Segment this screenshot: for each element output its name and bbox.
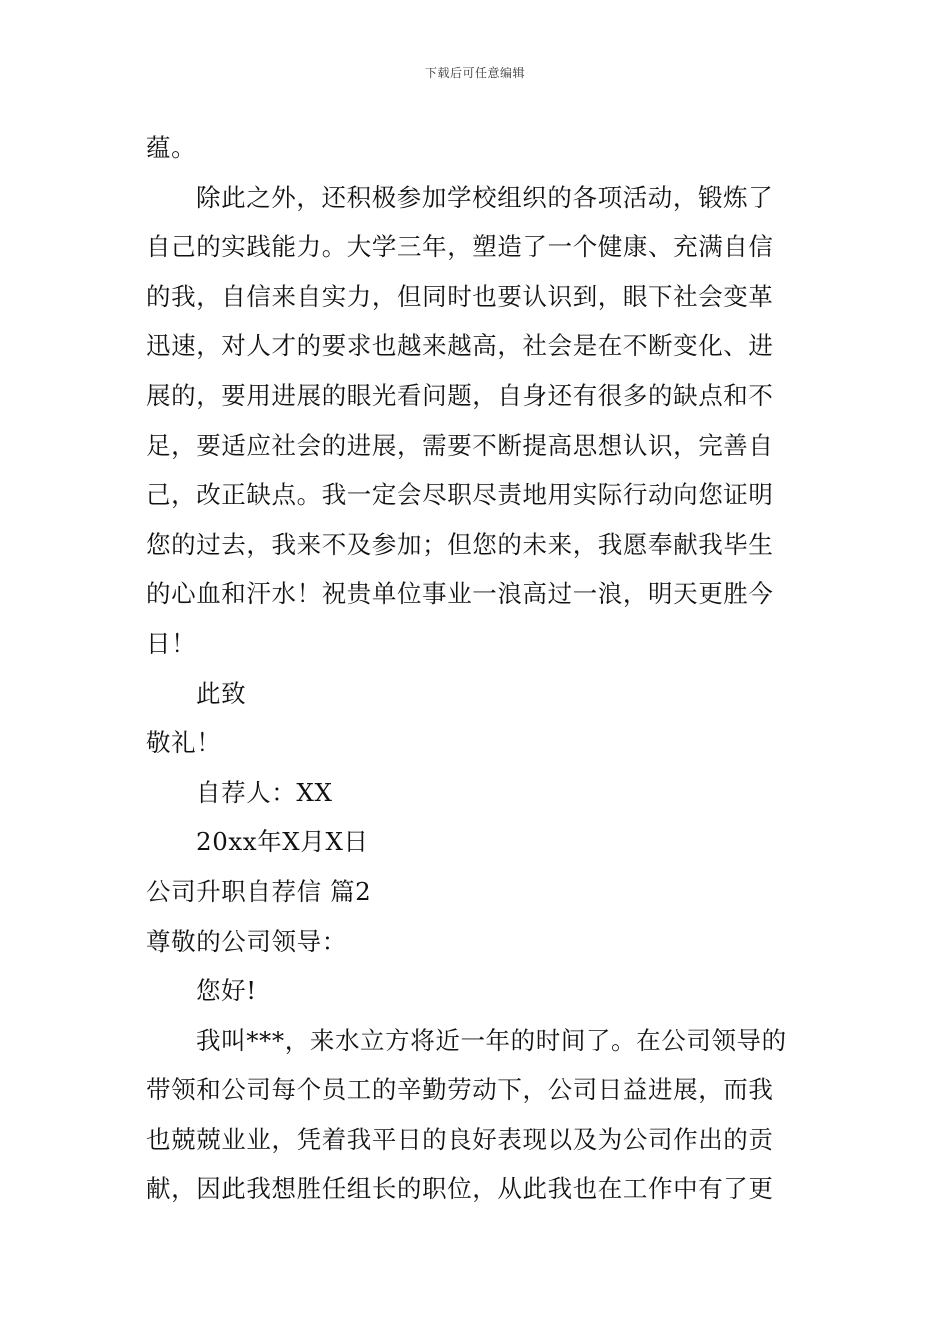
closing-regards: 敬礼！ [146,728,222,758]
greeting-recipient: 尊敬的公司领导： [146,926,347,956]
text-line: 展的，要用进展的眼光看问题，自身还有很多的缺点和不 [146,380,774,410]
text-line: 献，因此我想胜任组长的职位，从此我也在工作中有了更 [146,1174,774,1204]
date-line: 20xx年X月X日 [196,827,369,857]
document-body [146,123,810,1214]
text-line: 己，改正缺点。我一定会尽职尽责地用实际行动向您证明 [146,480,774,510]
greeting: 您好! [196,976,257,1006]
text-line: 也兢兢业业，凭着我平日的良好表现以及为公司作出的贡 [146,1124,774,1154]
closing-salutation: 此致 [196,678,247,708]
text-line: 您的过去，我来不及参加；但您的未来，我愿奉献我毕生 [146,529,774,559]
text-line: 我叫***，来水立方将近一年的时间了。在公司领导的 [196,1025,787,1055]
text-line: 的我，自信来自实力，但同时也要认识到，眼下社会变革 [146,281,774,311]
text-line: 迅速，对人才的要求也越来越高，社会是在不断变化、进 [146,331,774,361]
signature-line: 自荐人：XX [196,777,333,807]
text-line: 的心血和汗水！祝贵单位事业一浪高过一浪，明天更胜今 [146,579,774,609]
text-line: 带领和公司每个员工的辛勤劳动下，公司日益进展，而我 [146,1075,774,1105]
text-line: 日！ [146,628,197,658]
page-header-note: 下载后可任意编辑 [424,66,525,80]
section-title: 公司升职自荐信 篇2 [146,876,372,906]
text-line: 除此之外，还积极参加学校组织的各项活动，锻炼了 [196,182,774,212]
text-line: 蕴。 [146,133,197,162]
text-line: 自己的实践能力。大学三年，塑造了一个健康、充满自信 [146,232,774,262]
text-line: 足，要适应社会的进展，需要不断提高思想认识，完善自 [146,430,774,460]
